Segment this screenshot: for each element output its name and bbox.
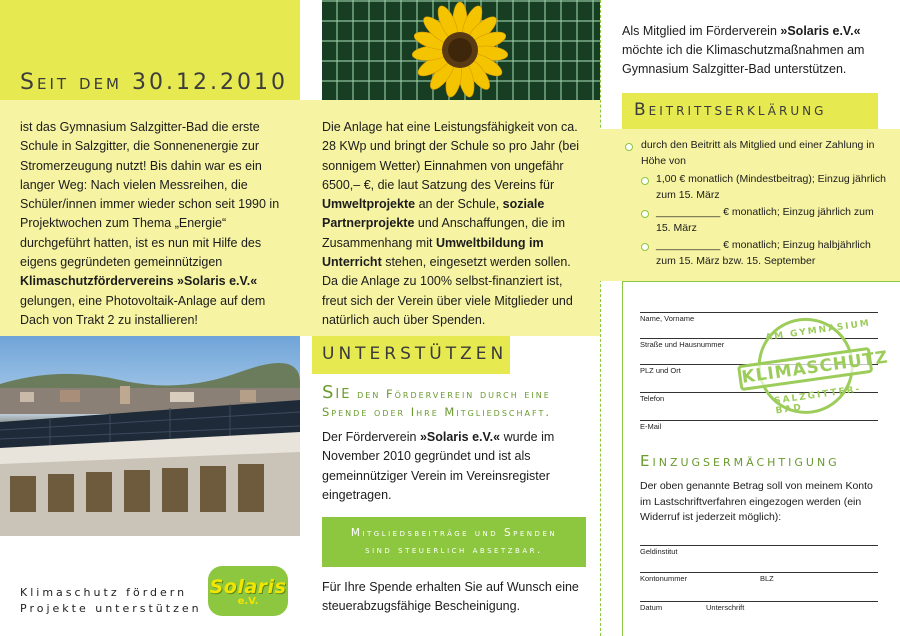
stamp-top-text: AM GYMNASIUM (764, 318, 872, 344)
system-paragraph (322, 118, 584, 330)
option-3-label: ___________ € monatlich; Einzug halbjährlich zum 15. März bzw. 15. September (656, 239, 871, 267)
name-field-label: Name, Vorname (640, 314, 695, 323)
logo-name: Solaris (209, 575, 287, 598)
donation-receipt-text: Für Ihre Spende erhalten Sie auf Wunsch eine steuerabzugsfähige Bescheinigung. (322, 580, 579, 613)
claim-line-2: Projekte unterstützen (20, 602, 202, 615)
support-sub-big: Sie (322, 382, 352, 403)
cut-line (600, 0, 601, 636)
tax-notice-line-2: sind steuerlich absetzbar. (365, 544, 543, 556)
date-field-label: Datum (640, 603, 663, 612)
association-text: Der Förderverein (322, 430, 420, 444)
email-field-label: E-Mail (640, 422, 662, 431)
claim-line-1: Klimaschutz fördern (20, 586, 188, 599)
system-text: Die Anlage hat eine Leistungsfähigkeit von ca. 28 KWp und bringt der Schule so pro Jahr (bei sonnigem Wetter) Einnahmen von ungefähr 6500,– €, die laut Satzung des Vereins für (322, 120, 580, 192)
sunflower-icon (322, 0, 600, 100)
account-field[interactable] (640, 572, 878, 573)
option-3-radio[interactable] (641, 243, 649, 251)
option-1-label: 1,00 € monatlich (Mindestbeitrag); Einzug jährlich zum 15. März (656, 173, 886, 201)
association-paragraph (322, 428, 592, 505)
association-name-3: »Solaris e.V.« (780, 24, 861, 38)
stamp-main-text: KLIMASCHUTZ (737, 347, 873, 391)
climate-stamp (724, 308, 890, 428)
membership-intro (622, 22, 882, 79)
logo-sub: e.V. (237, 595, 259, 607)
support-subheading (322, 384, 592, 421)
highlight-environment-education: Umweltbildung im Unterricht (322, 235, 544, 270)
membership-heading: Beitrittserklärung (634, 100, 827, 120)
solaris-logo (208, 566, 288, 616)
tax-notice-line-1: Mitgliedsbeiträge und Spenden (350, 527, 558, 539)
section-title: Seit dem 30.12.2010 (20, 70, 288, 95)
account-field-label: Kontonummer (640, 574, 688, 583)
support-sub-rest: den Förderverein durch eine Spende oder Ihre Mitgliedschaft. (322, 387, 551, 419)
association-name: Klimaschutzfördervereins »Solaris e.V.« (20, 274, 258, 289)
system-text-4: stehen, eingesetzt werden sollen. Da die Anlage zu 100% selbst-finanziert ist, freut sich der Verein über viele Mitglieder und natürlich auch über Spenden. (322, 255, 573, 327)
highlight-social-projects: soziale Partnerprojekte (322, 197, 545, 231)
phone-field-label: Telefon (640, 394, 665, 403)
intro-text: ist das Gymnasium Salzgitter-Bad die erste Schule in Salzgitter, die Sonnenenergie zur Stromerzeugung nutzt! Bis dahin war es ein langer Weg: Nach vielen Messreihen, die Schüler/innen immer wieder schon seit 1990 in Projektwochen zum Thema „Energie“ durchgeführt hatten, ist es nun mit Hilfe des eigens gegründeten gemeinnützigen (20, 120, 280, 270)
support-heading: UNTERSTÜTZEN (322, 344, 508, 364)
option-2-label: ___________ € monatlich; Einzug jährlich zum 15. März (656, 206, 874, 234)
sunflower-photo (322, 0, 600, 100)
option-main-label: durch den Beitritt als Mitglied und einer Zahlung in Höhe von (641, 139, 875, 167)
intro-text-end: gelungen, eine Photovoltaik-Anlage auf dem Dach von Trakt 2 zu installieren! (20, 293, 266, 327)
system-text-2: an der Schule, (415, 197, 503, 212)
school-roof-photo (0, 336, 300, 536)
stamp-bottom-text: SALZGITTER-BAD (773, 384, 862, 417)
option-1-radio[interactable] (641, 177, 649, 185)
direct-debit-heading: Einzugsermächtigung (640, 452, 840, 470)
intro-paragraph (20, 118, 296, 330)
street-field-label: Straße und Hausnummer (640, 340, 725, 349)
bank-field[interactable] (640, 545, 878, 546)
option-2-radio[interactable] (641, 210, 649, 218)
signature-field[interactable] (640, 601, 878, 602)
association-text-2: wurde im November 2010 gegründet und ist als gemeinnütziger Verein im Vereinsregister eingetragen. (322, 430, 555, 502)
bank-field-label: Geldinstitut (640, 547, 678, 556)
association-name-2: »Solaris e.V.« (419, 430, 501, 444)
highlight-environment-projects: Umweltprojekte (322, 197, 416, 212)
system-text-3: und Anschaffungen, die im Zusammenhang mit (322, 216, 565, 250)
membership-intro-text-2: möchte ich die Klimaschutzmaßnahmen am Gymnasium Salzgitter-Bad unterstützen. (622, 43, 865, 76)
claim-text (20, 585, 202, 617)
direct-debit-text: Der oben genannte Betrag soll von meinem Konto im Lastschriftverfahren eingezogen werden (ein Widerruf ist jederzeit möglich): (640, 480, 873, 523)
tax-notice-box (322, 517, 586, 567)
city-field-label: PLZ und Ort (640, 366, 681, 375)
signature-field-label: Unterschrift (706, 603, 745, 612)
blz-field-label: BLZ (760, 574, 774, 583)
membership-intro-text: Als Mitglied im Förderverein (622, 24, 781, 38)
option-main-radio[interactable] (625, 143, 633, 151)
school-roof-illustration (0, 336, 300, 536)
